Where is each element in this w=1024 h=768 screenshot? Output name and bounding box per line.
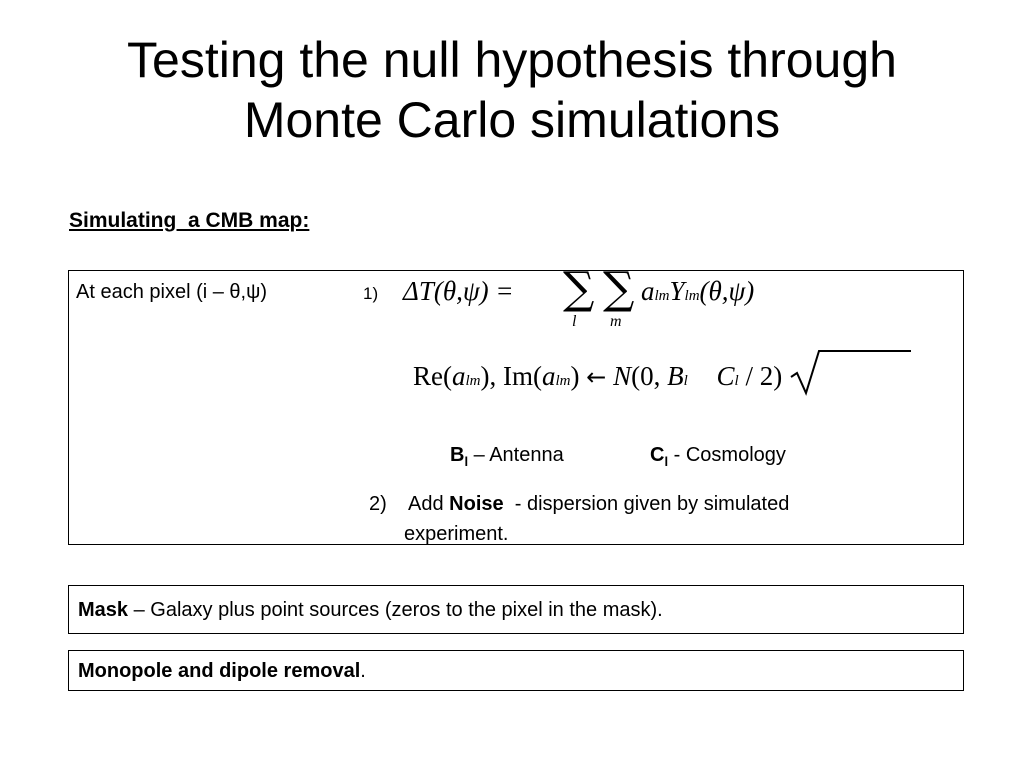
a-lm-imag: a (541, 361, 556, 391)
y-lm-arguments: (θ,ψ) (699, 276, 755, 306)
divide-by-two: / 2) (745, 361, 783, 391)
sum-l-index: l (572, 313, 577, 330)
a-lm-real: a (451, 361, 466, 391)
c-l-subscript: l (734, 373, 739, 389)
step-2-line-1 (408, 492, 789, 516)
equation-1-lhs: ΔT(θ,ψ) = (403, 276, 514, 306)
c-l-legend-subscript: l (664, 454, 669, 469)
square-root-sign (789, 347, 913, 397)
y-lm: Y (669, 276, 685, 306)
sum-m-symbol: ∑ (603, 263, 635, 314)
mask-keyword: Mask (78, 599, 129, 621)
a-lm-imag-subscript: lm (555, 373, 571, 389)
monopole-text (78, 659, 366, 683)
c-l: C (716, 361, 735, 391)
a-lm-real-subscript: lm (465, 373, 481, 389)
slide-title-line-1: Testing the null hypothesis through (127, 32, 897, 88)
normal-n: N (613, 361, 632, 391)
b-l-subscript: l (683, 373, 688, 389)
normal-args-open: (0, (631, 361, 661, 391)
step-2-description: - dispersion given by simulated (503, 493, 790, 515)
c-l-legend (650, 443, 786, 469)
im-close: ) (570, 361, 580, 391)
c-l-description: - Cosmology (668, 444, 786, 466)
c-l-symbol: C (650, 444, 665, 466)
mask-box (68, 585, 964, 634)
re-open: Re( (413, 361, 452, 391)
b-l-legend-subscript: l (464, 454, 469, 469)
b-l-legend (450, 443, 564, 469)
b-l-description: – Antenna (468, 444, 564, 466)
a-lm-subscript: lm (654, 288, 670, 304)
slide-title (0, 30, 1024, 150)
simulation-steps-box (68, 263, 964, 545)
slide-title-line-2: Monte Carlo simulations (243, 92, 781, 148)
y-lm-subscript: lm (684, 288, 700, 304)
im-open: ), Im( (480, 361, 542, 391)
sum-l-symbol: ∑ (563, 263, 595, 314)
monopole-keyword: Monopole and dipole removal (78, 660, 361, 682)
a-lm: a (641, 276, 655, 306)
pixel-label: At each pixel (i – θ,ψ) (76, 281, 268, 303)
monopole-box (68, 650, 964, 691)
step-1-number: 1) (363, 284, 379, 303)
equation-gaussian-draw (413, 359, 782, 398)
step-2-prefix: Add (408, 493, 450, 515)
step-2-line-2: experiment. (404, 523, 509, 545)
noise-keyword: Noise (449, 493, 504, 515)
mask-text (78, 598, 663, 622)
section-heading: Simulating a CMB map: (69, 209, 310, 232)
b-l: B (667, 361, 684, 391)
equation-1-rhs (641, 274, 754, 313)
sum-m-index: m (610, 313, 622, 330)
b-l-symbol: B (450, 444, 465, 466)
step-2-number: 2) (369, 493, 387, 515)
left-arrow: ← (586, 363, 607, 391)
monopole-period: . (360, 660, 366, 682)
mask-description: – Galaxy plus point sources (zeros to the pixel in the mask). (128, 599, 663, 621)
